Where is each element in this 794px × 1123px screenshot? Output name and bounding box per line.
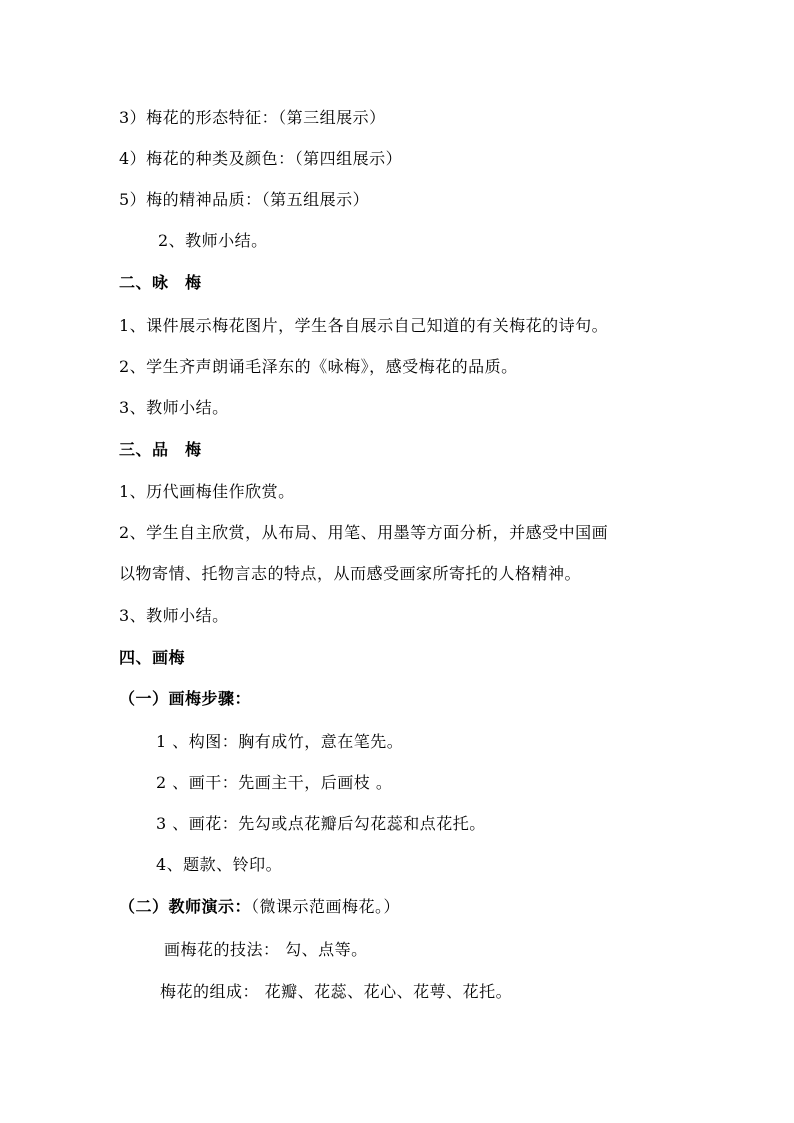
subsection-heading-demo: （二）教师演示：: [119, 897, 252, 916]
text-line-6: 1、课件展示梅花图片，学生各自展示自己知道的有关梅花的诗句。: [119, 316, 609, 335]
text-line-13: 3、教师小结。: [119, 606, 229, 625]
text-line-1: 3）梅花的形态特征：（第三组展示）: [119, 108, 386, 127]
subsection-line-demo: [119, 897, 400, 917]
text-line-8: 3、教师小结。: [119, 398, 229, 417]
section-heading-pinmei: 三、品 梅: [119, 440, 202, 459]
step-line-4: 4、题款、铃印。: [156, 855, 283, 874]
text-line-4: 2、教师小结。: [158, 231, 268, 250]
step-line-2: 2 、画干：先画主干，后画枝 。: [156, 773, 393, 792]
demo-note: （微课示范画梅花。）: [251, 897, 401, 916]
section-heading-huamei: 四、画梅: [119, 648, 186, 667]
section-heading-yongmei: 二、咏 梅: [119, 273, 202, 292]
text-line-11: 2、学生自主欣赏，从布局、用笔、用墨等方面分析，并感受中国画: [119, 523, 609, 542]
text-line-12: 以物寄情、托物言志的特点，从而感受画家所寄托的人格精神。: [119, 564, 582, 583]
text-line-composition: 梅花的组成： 花瓣、花蕊、花心、花萼、花托。: [160, 982, 513, 1001]
text-line-7: 2、学生齐声朗诵毛泽东的《咏梅》，感受梅花的品质。: [119, 357, 518, 376]
text-line-technique: 画梅花的技法： 勾、点等。: [164, 940, 368, 959]
subsection-heading-steps: （一）画梅步骤：: [119, 689, 252, 708]
text-line-10: 1、历代画梅佳作欣赏。: [119, 482, 295, 501]
text-line-3: 5）梅的精神品质：（第五组展示）: [119, 190, 370, 209]
text-line-2: 4）梅花的种类及颜色：（第四组展示）: [119, 149, 403, 168]
step-line-3: 3 、画花：先勾或点花瓣后勾花蕊和点花托。: [156, 814, 486, 833]
step-line-1: 1 、构图：胸有成竹，意在笔先。: [156, 732, 404, 751]
